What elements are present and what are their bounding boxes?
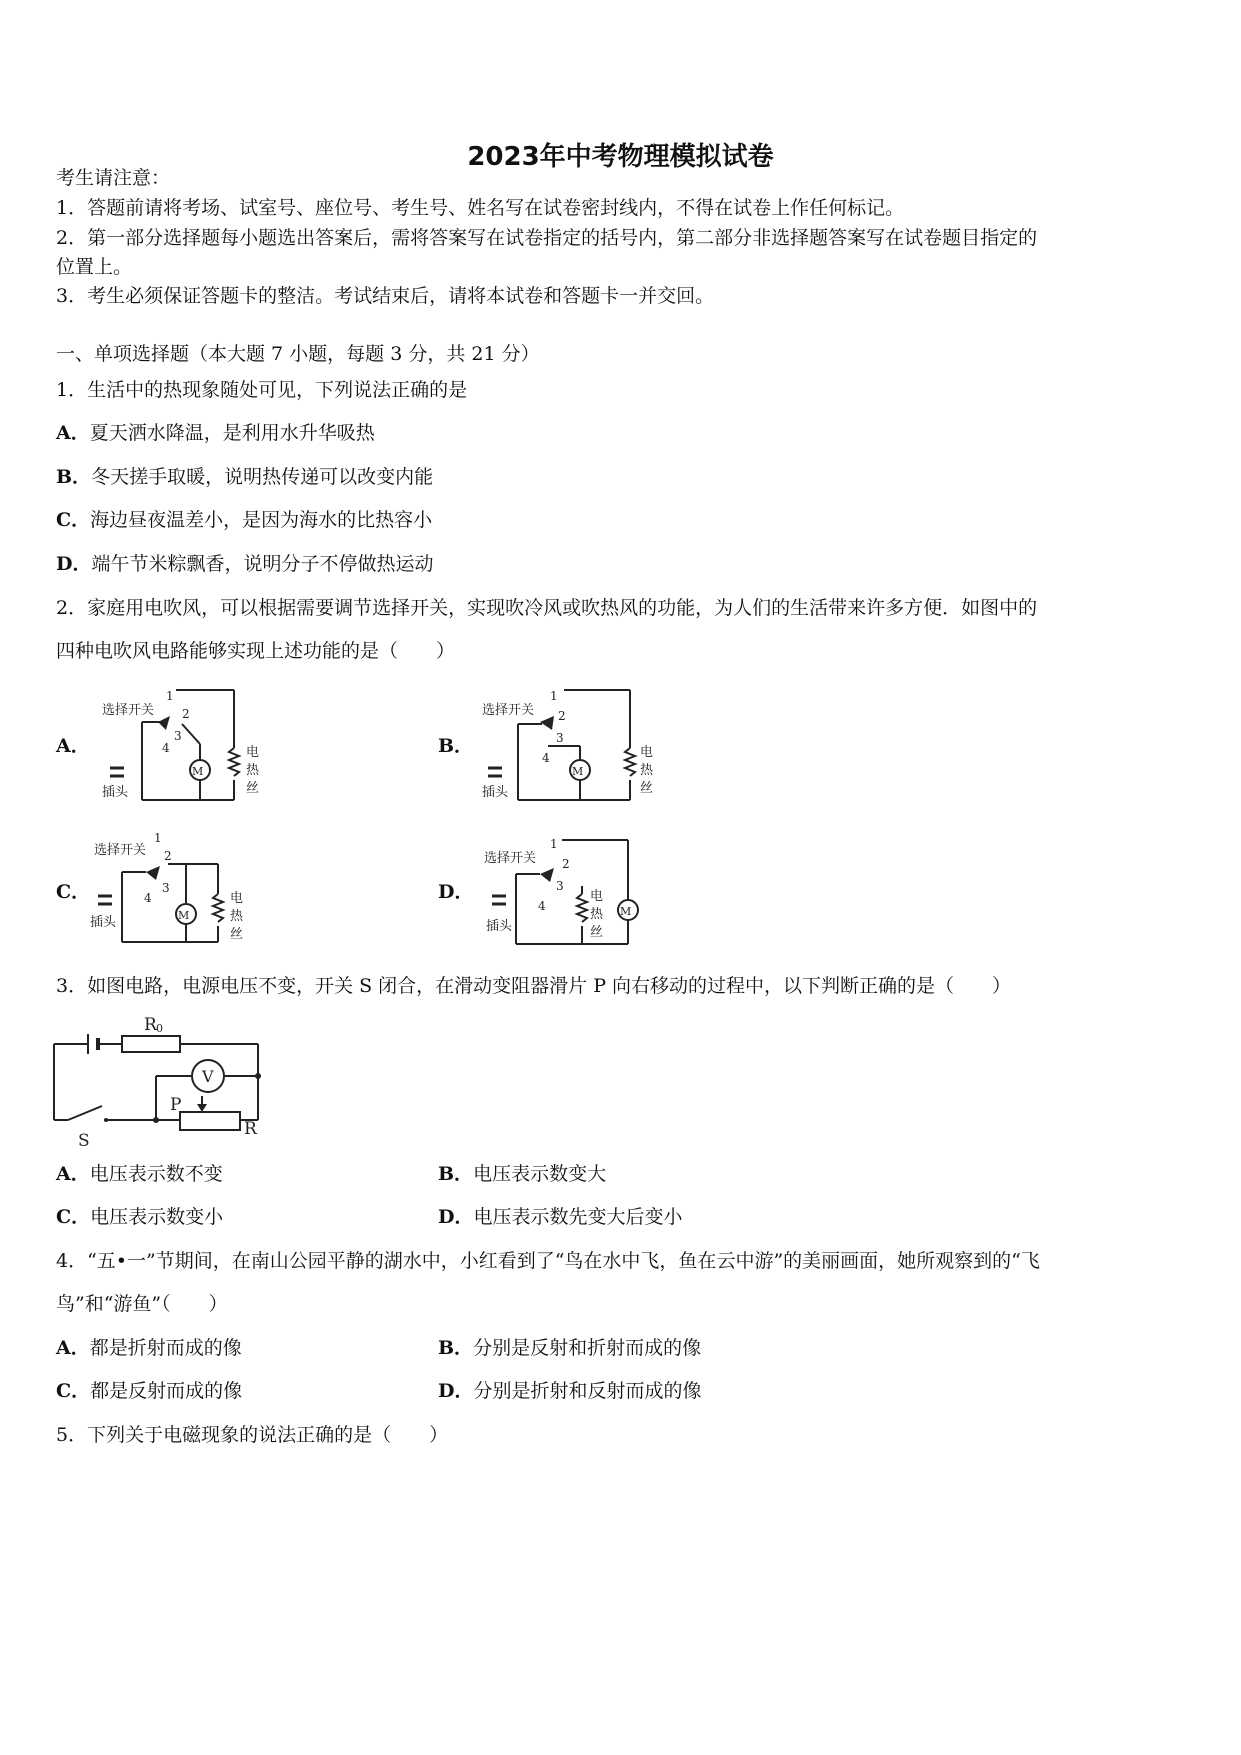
q2-option-a-letter: A． [56, 735, 90, 757]
q1-option-d [56, 552, 434, 576]
option-letter: B． [438, 1337, 474, 1359]
switch-contact-3: 3 [174, 729, 182, 743]
option-text: 冬天搓手取暖，说明热传递可以改变内能 [91, 466, 434, 488]
plug-label: 插头 [102, 785, 129, 800]
q1-option-a [56, 421, 375, 445]
switch-contact-4: 4 [144, 891, 152, 905]
q1-stem: 1．生活中的热现象随处可见，下列说法正确的是 [56, 379, 468, 401]
circuit-diagram-c [90, 830, 270, 950]
r0-label: R [144, 1015, 157, 1035]
circuit-diagram-d [484, 834, 664, 954]
switch-s-label: S [78, 1131, 90, 1151]
switch-label: 选择开关 [94, 843, 147, 858]
q4-option-d [438, 1379, 702, 1403]
option-text: 都是反射而成的像 [90, 1380, 243, 1402]
option-letter: D． [56, 553, 92, 575]
motor-label: M [620, 905, 632, 918]
q1-option-c [56, 508, 432, 532]
notice-item-1: 1．答题前请将考场、试室号、座位号、考生号、姓名写在试卷密封线内，不得在试卷上作任何标记。 [56, 197, 905, 219]
switch-label: 选择开关 [484, 851, 537, 866]
notice-item-2-continued: 位置上。 [56, 256, 133, 278]
voltmeter-label: V [202, 1067, 214, 1086]
motor-label: M [192, 765, 204, 778]
switch-contact-4: 4 [162, 741, 170, 755]
option-letter: A． [56, 1163, 90, 1185]
heater-label-2: 热 [230, 909, 244, 924]
section-heading: 一、单项选择题（本大题 7 小题，每题 3 分，共 21 分） [56, 343, 540, 365]
option-text: 夏天洒水降温，是利用水升华吸热 [89, 422, 375, 444]
q4-option-c [56, 1379, 242, 1403]
heater-label-2: 热 [246, 763, 260, 778]
slider-label: P [170, 1095, 182, 1115]
switch-contact-2: 2 [164, 849, 172, 863]
switch-contact-4: 4 [542, 751, 550, 765]
q3-option-b [438, 1162, 606, 1186]
circuit-diagram-q3 [52, 1008, 282, 1153]
heater-label-1: 电 [246, 745, 260, 760]
q3-option-a [56, 1162, 223, 1186]
switch-contact-1: 1 [550, 689, 558, 703]
option-text: 海边昼夜温差小，是因为海水的比热容小 [90, 509, 433, 531]
q4-option-b [438, 1336, 701, 1360]
q3-option-c [56, 1205, 223, 1229]
q3-stem: 3．如图电路，电源电压不变，开关 S 闭合，在滑动变阻器滑片 P 向右移动的过程中，以下判断正确的是（ ） [56, 975, 1012, 997]
switch-contact-3: 3 [556, 879, 564, 893]
heater-label-3: 丝 [246, 781, 260, 796]
option-letter: A． [56, 1337, 90, 1359]
switch-label: 选择开关 [102, 703, 155, 718]
plug-label: 插头 [486, 919, 513, 934]
option-letter: C． [56, 1206, 91, 1228]
option-letter: A． [56, 422, 90, 444]
q4-option-a [56, 1336, 242, 1360]
switch-contact-3: 3 [162, 881, 170, 895]
option-letter: C． [56, 1380, 91, 1402]
circuit-diagram-b [478, 684, 658, 804]
heater-label-3: 丝 [590, 925, 604, 940]
q4-stem-line-2: 鸟”和“游鱼”（ ） [56, 1293, 228, 1315]
plug-label: 插头 [482, 785, 509, 800]
option-text: 都是折射而成的像 [89, 1337, 242, 1359]
heater-label-1: 电 [230, 891, 244, 906]
switch-contact-1: 1 [166, 689, 174, 703]
option-text: 分别是反射和折射而成的像 [473, 1337, 702, 1359]
option-letter: D． [438, 1206, 474, 1228]
heater-label-2: 热 [640, 763, 654, 778]
heater-label-1: 电 [640, 745, 654, 760]
option-text: 电压表示数先变大后变小 [473, 1206, 683, 1228]
rheostat-label: R [244, 1119, 257, 1139]
q3-option-d [438, 1205, 683, 1229]
q2-option-d-letter: D． [438, 881, 474, 903]
heater-label-2: 热 [590, 907, 604, 922]
option-letter: B． [438, 1163, 474, 1185]
motor-label: M [178, 909, 190, 922]
switch-contact-1: 1 [550, 837, 558, 851]
option-letter: D． [438, 1380, 474, 1402]
option-letter: C． [56, 509, 91, 531]
notice-heading: 考生请注意： [56, 167, 171, 189]
notice-item-3: 3．考生必须保证答题卡的整洁。考试结束后，请将本试卷和答题卡一并交回。 [56, 285, 715, 307]
plug-label: 插头 [90, 915, 117, 930]
q2-stem-line-2: 四种电吹风电路能够实现上述功能的是（ ） [56, 640, 456, 662]
q4-stem-line-1: 4．“五•一”节期间，在南山公园平静的湖水中，小红看到了“鸟在水中飞，鱼在云中游”的美丽画面，她所观察到的“飞 [56, 1250, 1040, 1272]
heater-label-3: 丝 [640, 781, 654, 796]
option-text: 电压表示数变小 [90, 1206, 224, 1228]
option-text: 电压表示数不变 [89, 1163, 223, 1185]
option-text: 端午节米粽飘香，说明分子不停做热运动 [91, 553, 434, 575]
switch-contact-2: 2 [562, 857, 570, 871]
option-text: 电压表示数变大 [473, 1163, 607, 1185]
notice-item-2: 2．第一部分选择题每小题选出答案后，需将答案写在试卷指定的括号内，第二部分非选择题答案写在试卷题目指定的 [56, 227, 1038, 249]
switch-label: 选择开关 [482, 703, 535, 718]
option-letter: B． [56, 466, 92, 488]
q5-stem: 5．下列关于电磁现象的说法正确的是（ ） [56, 1424, 449, 1446]
q2-stem-line-1: 2．家庭用电吹风，可以根据需要调节选择开关，实现吹冷风或吹热风的功能，为人们的生活带来许多方便．如图中的 [56, 597, 1038, 619]
q1-option-b [56, 465, 433, 489]
r0-subscript: 0 [156, 1022, 163, 1035]
circuit-diagram-a [96, 684, 276, 804]
option-text: 分别是折射和反射而成的像 [473, 1380, 702, 1402]
switch-contact-3: 3 [556, 731, 564, 745]
heater-label-3: 丝 [230, 927, 244, 942]
switch-contact-2: 2 [182, 707, 190, 721]
q2-option-b-letter: B． [438, 735, 474, 757]
switch-contact-4: 4 [538, 899, 546, 913]
page-title: 2023年中考物理模拟试卷 [467, 142, 774, 172]
switch-contact-2: 2 [558, 709, 566, 723]
motor-label: M [572, 765, 584, 778]
heater-label-1: 电 [590, 889, 604, 904]
switch-contact-1: 1 [154, 831, 162, 845]
q2-option-c-letter: C． [56, 881, 91, 903]
